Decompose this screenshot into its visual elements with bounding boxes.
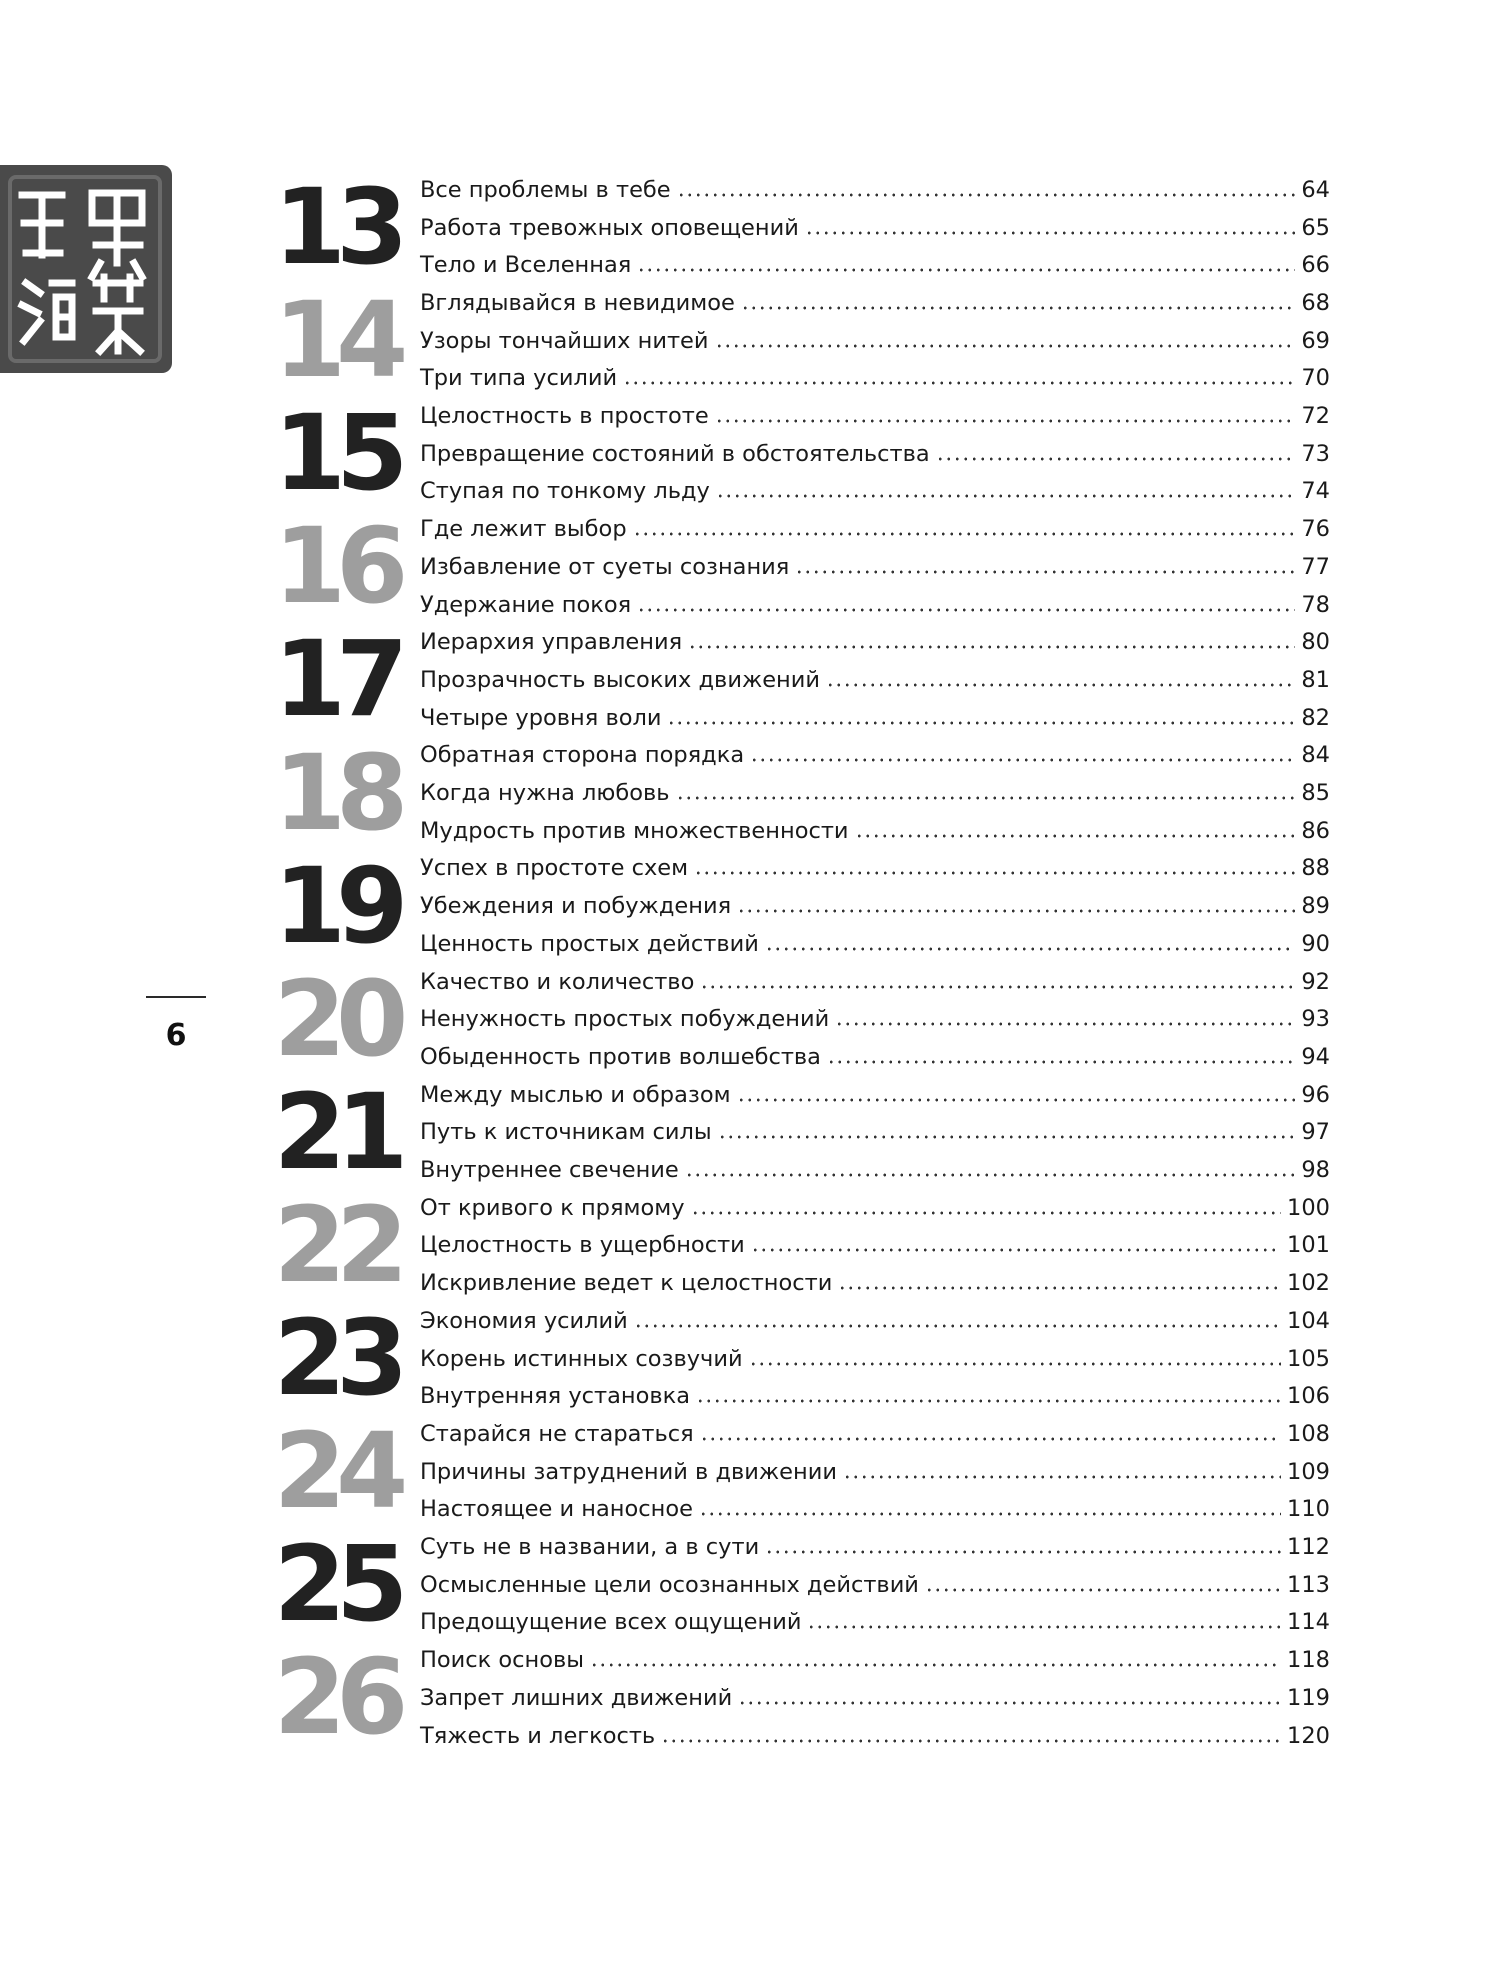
toc-entry[interactable] bbox=[420, 850, 1330, 888]
toc-entry-title: Осмысленные цели осознанных действий bbox=[420, 1571, 919, 1598]
toc-entry[interactable] bbox=[420, 1076, 1330, 1114]
toc-entry-page: 105 bbox=[1287, 1345, 1330, 1372]
dot-leader bbox=[843, 1475, 1281, 1479]
dot-leader bbox=[688, 645, 1295, 649]
toc-entry-page: 98 bbox=[1301, 1157, 1330, 1184]
dot-leader bbox=[667, 721, 1295, 725]
toc-entry-title: Четыре уровня воли bbox=[420, 704, 662, 731]
dot-leader bbox=[826, 683, 1295, 687]
toc-entry[interactable] bbox=[420, 1227, 1330, 1265]
dot-leader bbox=[838, 1286, 1281, 1290]
dot-leader bbox=[691, 1211, 1282, 1215]
toc-entry-title: Иерархия управления bbox=[420, 629, 683, 656]
toc-entry-page: 90 bbox=[1301, 930, 1330, 957]
toc-entry-page: 120 bbox=[1287, 1722, 1330, 1749]
toc-entry[interactable] bbox=[420, 737, 1330, 775]
toc-entry[interactable] bbox=[420, 774, 1330, 812]
toc-entry[interactable] bbox=[420, 963, 1330, 1001]
toc-entry[interactable] bbox=[420, 1302, 1330, 1340]
toc-entry[interactable] bbox=[420, 1717, 1330, 1755]
toc-entry-title: Тело и Вселенная bbox=[420, 252, 632, 279]
toc-entry-title: Целостность в простоте bbox=[420, 403, 709, 430]
toc-entry[interactable] bbox=[420, 1151, 1330, 1189]
dot-leader bbox=[715, 419, 1296, 423]
toc-entry-title: Путь к источникам силы bbox=[420, 1119, 712, 1146]
chapter-number: 25 bbox=[273, 1523, 399, 1646]
toc-entry[interactable] bbox=[420, 925, 1330, 963]
toc-entry-page: 113 bbox=[1287, 1571, 1330, 1598]
toc-entry-page: 66 bbox=[1301, 252, 1330, 279]
toc-entry[interactable] bbox=[420, 1453, 1330, 1491]
toc-entry[interactable] bbox=[420, 812, 1330, 850]
toc-entry-title: Настоящее и наносное bbox=[420, 1496, 693, 1523]
page-number: 6 bbox=[165, 1018, 187, 1053]
toc-entry-title: Прозрачность высоких движений bbox=[420, 666, 821, 693]
chapter-number: 19 bbox=[273, 844, 399, 967]
dot-leader bbox=[590, 1663, 1281, 1667]
toc-entry-page: 84 bbox=[1301, 742, 1330, 769]
toc-entry-title: Целостность в ущербности bbox=[420, 1232, 745, 1259]
toc-entry[interactable] bbox=[420, 699, 1330, 737]
toc-entry-title: Избавление от суеты сознания bbox=[420, 553, 790, 580]
toc-entry-page: 92 bbox=[1301, 968, 1330, 995]
toc-entry-title: Удержание покоя bbox=[420, 591, 632, 618]
dot-leader bbox=[661, 1739, 1281, 1743]
toc-entry-page: 97 bbox=[1301, 1119, 1330, 1146]
toc-entry-page: 110 bbox=[1287, 1496, 1330, 1523]
toc-entry-title: Ступая по тонкому льду bbox=[420, 478, 710, 505]
dot-leader bbox=[750, 758, 1295, 762]
chapter-number: 13 bbox=[273, 166, 399, 288]
dot-leader bbox=[696, 1399, 1281, 1403]
toc-entry-title: Предощущение всех ощущений bbox=[420, 1609, 802, 1636]
toc-entry[interactable] bbox=[420, 510, 1330, 548]
toc-entry[interactable] bbox=[420, 623, 1330, 661]
toc-entry-title: Между мыслью и образом bbox=[420, 1081, 731, 1108]
toc-entry-title: Тяжесть и легкость bbox=[420, 1722, 656, 1749]
dot-leader bbox=[637, 268, 1295, 272]
toc-entry-page: 104 bbox=[1287, 1307, 1330, 1334]
toc-entry-page: 76 bbox=[1301, 516, 1330, 543]
toc-entry[interactable] bbox=[420, 661, 1330, 699]
toc-entry-title: Обыденность против волшебства bbox=[420, 1043, 821, 1070]
toc-entry[interactable] bbox=[420, 1604, 1330, 1642]
toc-entry-page: 119 bbox=[1287, 1684, 1330, 1711]
toc-entry-page: 86 bbox=[1301, 817, 1330, 844]
toc-entry-page: 65 bbox=[1301, 214, 1330, 241]
toc-entry[interactable] bbox=[420, 1000, 1330, 1038]
dot-leader bbox=[633, 532, 1296, 536]
toc-entry-page: 70 bbox=[1301, 365, 1330, 392]
dot-leader bbox=[827, 1060, 1295, 1064]
toc-entry-page: 89 bbox=[1301, 893, 1330, 920]
toc-entry-page: 68 bbox=[1301, 289, 1330, 316]
dot-leader bbox=[685, 1173, 1296, 1177]
toc-entry-title: Запрет лишних движений bbox=[420, 1684, 733, 1711]
toc-entry[interactable] bbox=[420, 887, 1330, 925]
toc-entry[interactable] bbox=[420, 1528, 1330, 1566]
chapter-number: 20 bbox=[273, 957, 399, 1080]
toc-entry[interactable] bbox=[420, 473, 1330, 511]
toc-entry-title: Превращение состояний в обстоятельства bbox=[420, 440, 930, 467]
toc-entry-title: Узоры тончайших нитей bbox=[420, 327, 709, 354]
toc-entry-page: 100 bbox=[1287, 1194, 1330, 1221]
toc-entry-page: 72 bbox=[1301, 403, 1330, 430]
toc-entry-title: Где лежит выбор bbox=[420, 516, 627, 543]
toc-entry-page: 101 bbox=[1287, 1232, 1330, 1259]
dot-leader bbox=[737, 909, 1295, 913]
chapter-number: 21 bbox=[273, 1070, 399, 1193]
chapter-number: 17 bbox=[273, 618, 399, 741]
toc-entry[interactable] bbox=[420, 1038, 1330, 1076]
toc-entry-page: 106 bbox=[1287, 1383, 1330, 1410]
page-number-rule bbox=[146, 996, 206, 998]
toc-entry-page: 74 bbox=[1301, 478, 1330, 505]
toc-entry-title: Мудрость против множественности bbox=[420, 817, 849, 844]
dot-leader bbox=[715, 344, 1296, 348]
chapter-number: 22 bbox=[273, 1183, 399, 1306]
toc-entry-title: Вглядывайся в невидимое bbox=[420, 289, 735, 316]
dot-leader bbox=[835, 1022, 1295, 1026]
toc-entry-page: 80 bbox=[1301, 629, 1330, 656]
chapter-number: 26 bbox=[273, 1636, 399, 1759]
toc-entry-page: 69 bbox=[1301, 327, 1330, 354]
toc-entry-title: Поиск основы bbox=[420, 1647, 585, 1674]
toc-entry-title: Искривление ведет к целостности bbox=[420, 1270, 833, 1297]
dot-leader bbox=[795, 570, 1295, 574]
dot-leader bbox=[765, 1550, 1281, 1554]
toc-entry-title: Суть не в названии, а в сути bbox=[420, 1534, 760, 1561]
toc-entry-title: От кривого к прямому bbox=[420, 1194, 685, 1221]
toc-entry-title: Причины затруднений в движении bbox=[420, 1458, 837, 1485]
dot-leader bbox=[677, 193, 1296, 197]
dot-leader bbox=[634, 1324, 1281, 1328]
dot-leader bbox=[738, 1701, 1281, 1705]
toc-entry[interactable] bbox=[420, 1340, 1330, 1378]
toc-entry[interactable] bbox=[420, 1641, 1330, 1679]
chapter-number: 14 bbox=[273, 279, 399, 402]
toc-entry-title: Экономия усилий bbox=[420, 1307, 628, 1334]
toc-entry[interactable] bbox=[420, 586, 1330, 624]
dot-leader bbox=[749, 1362, 1281, 1366]
toc-entry-page: 88 bbox=[1301, 855, 1330, 882]
dot-leader bbox=[805, 231, 1296, 235]
dot-leader bbox=[765, 947, 1295, 951]
toc-entry-title: Внутреннее свечение bbox=[420, 1157, 679, 1184]
chapter-number: 23 bbox=[273, 1297, 399, 1419]
toc-entry[interactable] bbox=[420, 1264, 1330, 1302]
toc-entry[interactable] bbox=[420, 1491, 1330, 1529]
dot-leader bbox=[855, 834, 1296, 838]
toc-entry[interactable] bbox=[420, 1679, 1330, 1717]
toc-entry[interactable] bbox=[420, 1415, 1330, 1453]
chapter-number: 18 bbox=[273, 731, 399, 854]
dot-leader bbox=[700, 1437, 1281, 1441]
toc-entry-page: 82 bbox=[1301, 704, 1330, 731]
toc-entry[interactable] bbox=[420, 548, 1330, 586]
dot-leader bbox=[623, 381, 1295, 385]
toc-entry-page: 64 bbox=[1301, 176, 1330, 203]
toc-entry-title: Все проблемы в тебе bbox=[420, 176, 671, 203]
dot-leader bbox=[676, 796, 1296, 800]
dot-leader bbox=[700, 985, 1295, 989]
toc-entry[interactable] bbox=[420, 1566, 1330, 1604]
toc-entry-page: 78 bbox=[1301, 591, 1330, 618]
toc-entry[interactable] bbox=[420, 209, 1330, 247]
toc-entry[interactable] bbox=[420, 322, 1330, 360]
dot-leader bbox=[737, 1098, 1296, 1102]
toc-entry-title: Старайся не стараться bbox=[420, 1420, 694, 1447]
toc-entry-title: Три типа усилий bbox=[420, 365, 618, 392]
toc-entry-page: 85 bbox=[1301, 780, 1330, 807]
toc-entry-page: 109 bbox=[1287, 1458, 1330, 1485]
dot-leader bbox=[637, 608, 1295, 612]
toc-entry-title: Когда нужна любовь bbox=[420, 780, 670, 807]
toc-entry-page: 112 bbox=[1287, 1534, 1330, 1561]
toc-entry-title: Внутренняя установка bbox=[420, 1383, 691, 1410]
chapter-number: 15 bbox=[273, 392, 399, 515]
toc-entry[interactable] bbox=[420, 284, 1330, 322]
chapter-number: 24 bbox=[273, 1410, 399, 1533]
toc-entry-page: 94 bbox=[1301, 1043, 1330, 1070]
toc-entry[interactable] bbox=[420, 397, 1330, 435]
dot-leader bbox=[807, 1625, 1281, 1629]
toc-entry[interactable] bbox=[420, 1377, 1330, 1415]
toc-entry[interactable] bbox=[420, 171, 1330, 209]
toc-entry[interactable] bbox=[420, 1114, 1330, 1152]
toc-entry-title: Корень истинных созвучий bbox=[420, 1345, 743, 1372]
toc-entry[interactable] bbox=[420, 1189, 1330, 1227]
dot-leader bbox=[751, 1248, 1281, 1252]
toc-entry-title: Успех в простоте схем bbox=[420, 855, 689, 882]
toc-entry-title: Обратная сторона порядка bbox=[420, 742, 745, 769]
toc-entry-page: 81 bbox=[1301, 666, 1330, 693]
toc-entry-title: Качество и количество bbox=[420, 968, 695, 995]
toc-entry-page: 73 bbox=[1301, 440, 1330, 467]
dot-leader bbox=[718, 1135, 1296, 1139]
dot-leader bbox=[716, 494, 1296, 498]
dot-leader bbox=[925, 1588, 1281, 1592]
toc-entry-page: 118 bbox=[1287, 1647, 1330, 1674]
toc-entry[interactable] bbox=[420, 435, 1330, 473]
toc-entry-page: 77 bbox=[1301, 553, 1330, 580]
toc-entry[interactable] bbox=[420, 360, 1330, 398]
dot-leader bbox=[741, 306, 1296, 310]
toc-entry-title: Ценность простых действий bbox=[420, 930, 759, 957]
dot-leader bbox=[699, 1512, 1281, 1516]
toc-entry[interactable] bbox=[420, 246, 1330, 284]
toc-entry-title: Ненужность простых побуждений bbox=[420, 1006, 830, 1033]
toc-entry-title: Убеждения и побуждения bbox=[420, 893, 732, 920]
toc-entry-title: Работа тревожных оповещений bbox=[420, 214, 799, 241]
toc-entry-page: 102 bbox=[1287, 1270, 1330, 1297]
toc-entry-page: 108 bbox=[1287, 1420, 1330, 1447]
toc-entry-page: 93 bbox=[1301, 1006, 1330, 1033]
toc-entry-page: 96 bbox=[1301, 1081, 1330, 1108]
chapter-number: 16 bbox=[273, 505, 399, 628]
dot-leader bbox=[694, 871, 1295, 875]
dot-leader bbox=[936, 457, 1296, 461]
toc-entry-page: 114 bbox=[1287, 1609, 1330, 1636]
